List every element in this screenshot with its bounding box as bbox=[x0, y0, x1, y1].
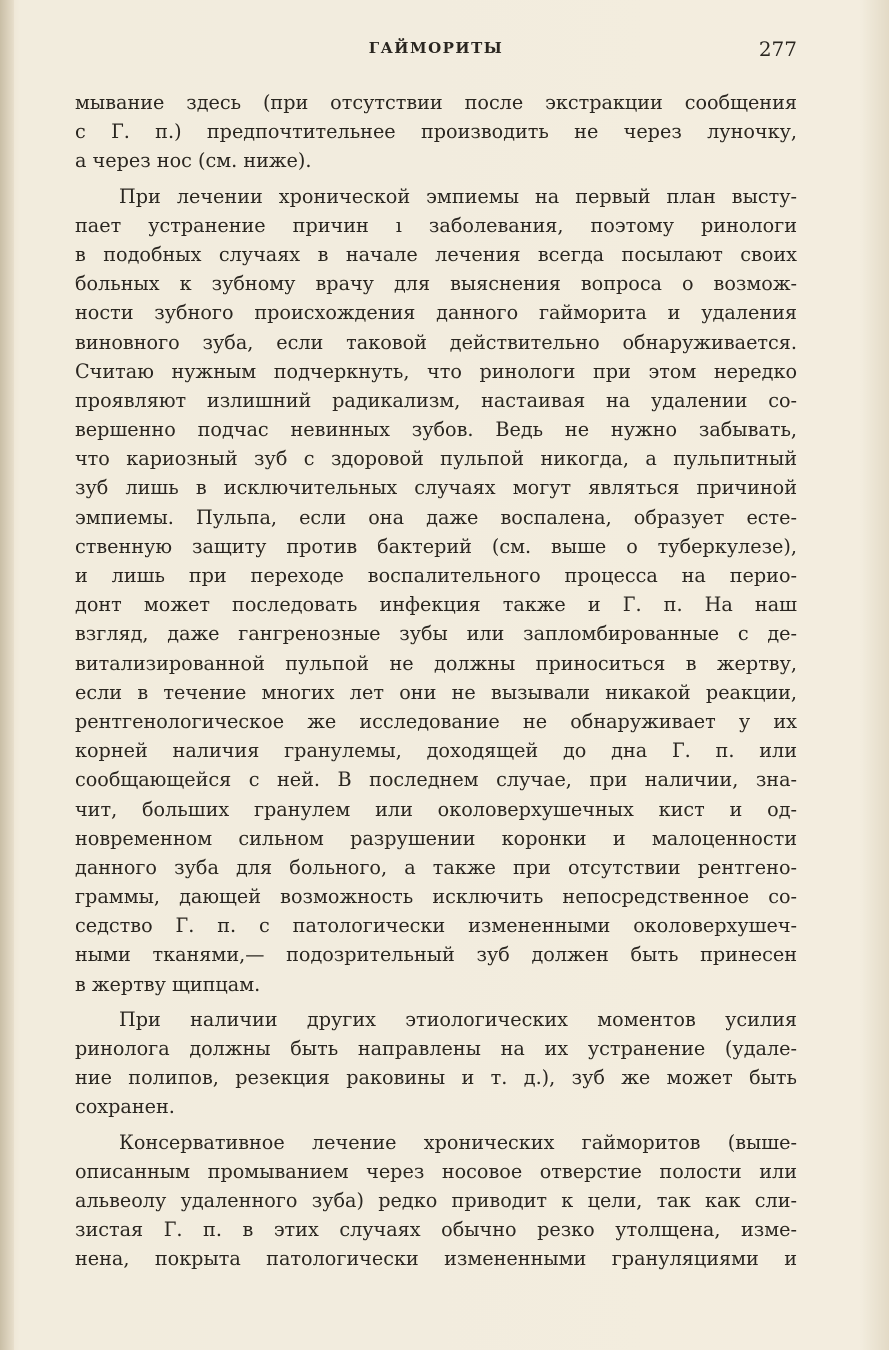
text-line: ности зубного происхождения данного гайморита и удаления bbox=[75, 301, 797, 325]
text-line: взгляд, даже гангренозные зубы или запломбированные с де- bbox=[75, 622, 797, 646]
text-line: что кариозный зуб с здоровой пульпой никогда, а пульпитный bbox=[75, 447, 797, 471]
text-line: граммы, дающей возможность исключить непосредственное со- bbox=[75, 885, 797, 909]
text-line: ние полипов, резекция раковины и т. д.), зуб же может быть bbox=[75, 1066, 797, 1090]
text-line: проявляют излишний радикализм, настаивая на удалении со- bbox=[75, 388, 797, 412]
text-line: зуб лишь в исключительных случаях могут являться причиной bbox=[75, 476, 797, 500]
text-line: в жертву щипцам. bbox=[75, 972, 261, 996]
page-number: 277 bbox=[758, 37, 797, 61]
text-line: ными тканями,— подозрительный зуб должен быть принесен bbox=[75, 943, 797, 967]
text-line: ринолога должны быть направлены на их устранение (удале- bbox=[75, 1037, 797, 1060]
text-line: нена, покрыта патологически измененными грануляциями и bbox=[75, 1247, 797, 1271]
text-line: зистая Г. п. в этих случаях обычно резко утолщена, изме- bbox=[75, 1218, 797, 1242]
paragraph-2 bbox=[75, 182, 797, 999]
text-line: При лечении хронической эмпиемы на первый план высту- bbox=[119, 184, 797, 208]
text-line: больных к зубному врачу для выяснения вопроса о возмож- bbox=[75, 272, 797, 296]
text-line: ственную защиту против бактерий (см. выше о туберкулезе), bbox=[75, 534, 797, 558]
text-line: виновного зуба, если таковой действительно обнаруживается. bbox=[75, 330, 797, 354]
text-line: витализированной пульпой не должны приноситься в жертву, bbox=[75, 651, 797, 675]
page-binding-edge bbox=[0, 0, 14, 1350]
text-line: и лишь при переходе воспалительного процесса на перио- bbox=[75, 564, 797, 587]
text-line: При наличии других этиологических моментов усилия bbox=[119, 1007, 797, 1031]
paragraph-1 bbox=[75, 88, 797, 176]
text-line: если в течение многих лет они не вызывали никакой реакции, bbox=[75, 680, 797, 704]
text-line: в подобных случаях в начале лечения всегда посылают своих bbox=[75, 242, 797, 266]
text-line: Консервативное лечение хронических гайморитов (выше- bbox=[119, 1130, 797, 1154]
text-line: новременном сильном разрушении коронки и малоценности bbox=[75, 826, 797, 850]
text-line: корней наличия гранулемы, доходящей до дна Г. п. или bbox=[75, 739, 797, 763]
text-line: пает устранение причин ı заболевания, поэтому ринологи bbox=[75, 213, 797, 237]
paragraph-4 bbox=[75, 1128, 797, 1274]
running-title: ГАЙМОРИТЫ bbox=[368, 39, 504, 57]
text-line: описанным промыванием через носовое отверстие полости или bbox=[75, 1159, 797, 1183]
text-line: эмпиемы. Пульпа, если она даже воспалена, образует есте- bbox=[75, 505, 797, 529]
text-line: седство Г. п. с патологически измененными околоверхушеч- bbox=[75, 914, 797, 938]
text-line: донт может последовать инфекция также и Г. п. На наш bbox=[75, 593, 797, 617]
text-line: мывание здесь (при отсутствии после экстракции сообщения bbox=[75, 91, 797, 114]
text-line: с Г. п.) предпочтительнее производить не через луночку, bbox=[75, 120, 797, 144]
text-line: альвеолу удаленного зуба) редко приводит к цели, так как сли- bbox=[75, 1188, 797, 1212]
page-header bbox=[75, 37, 797, 67]
text-line: вершенно подчас невинных зубов. Ведь не нужно забывать, bbox=[75, 418, 797, 442]
text-line: сообщающейся с ней. В последнем случае, при наличии, зна- bbox=[75, 768, 797, 792]
text-line: сохранен. bbox=[75, 1095, 175, 1119]
text-line: чит, больших гранулем или околоверхушечных кист и од- bbox=[75, 797, 797, 821]
paragraph-3 bbox=[75, 1005, 797, 1122]
page-body-text bbox=[75, 88, 797, 1274]
text-line: а через нос (см. ниже). bbox=[75, 149, 312, 173]
text-line: Считаю нужным подчеркнуть, что ринологи при этом нередко bbox=[75, 359, 797, 383]
text-line: рентгенологическое же исследование не обнаруживает у их bbox=[75, 709, 797, 733]
text-line: данного зуба для больного, а также при отсутствии рентгено- bbox=[75, 855, 797, 879]
